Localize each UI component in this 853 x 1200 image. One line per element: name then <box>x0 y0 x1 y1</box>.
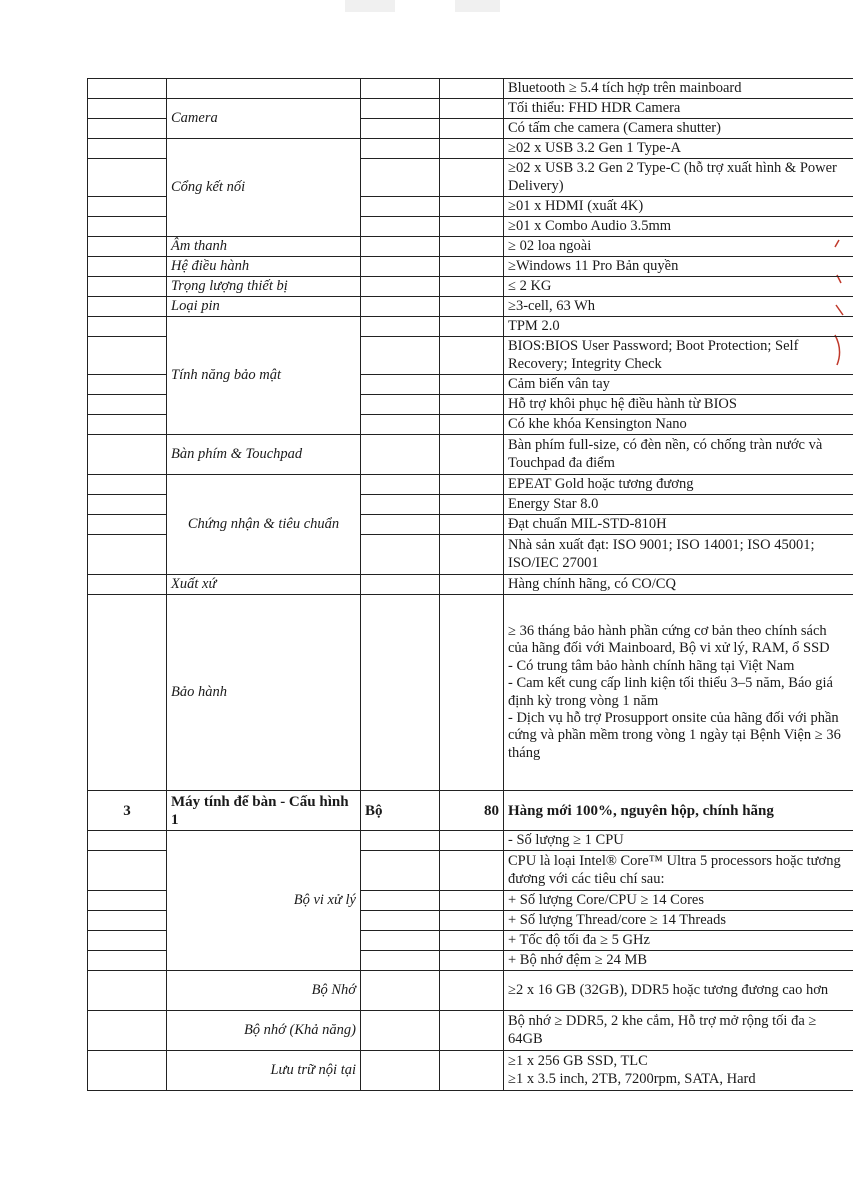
spec-value-cell: Bluetooth ≥ 5.4 tích hợp trên mainboard <box>504 79 853 99</box>
qty-cell <box>440 79 504 99</box>
qty-cell <box>440 1011 504 1051</box>
table-row <box>88 257 853 277</box>
item-name: Máy tính để bàn - Cấu hình 1 <box>167 791 361 831</box>
stt-cell <box>88 1011 167 1051</box>
unit-cell <box>361 535 440 575</box>
spec-value-cell: + Số lượng Thread/core ≥ 14 Threads <box>504 911 853 931</box>
table-row <box>88 237 853 257</box>
spec-value-cell: ≥02 x USB 3.2 Gen 2 Type-C (hỗ trợ xuất hình & Power Delivery) <box>504 159 853 197</box>
stt-cell <box>88 375 167 395</box>
table-row <box>88 79 853 99</box>
qty-cell <box>440 277 504 297</box>
stt-cell <box>88 119 167 139</box>
stt-cell <box>88 535 167 575</box>
spec-value-cell: Hỗ trợ khôi phục hệ điều hành từ BIOS <box>504 395 853 415</box>
spec-value-cell: Nhà sản xuất đạt: ISO 9001; ISO 14001; ISO 45001; ISO/IEC 27001 <box>504 535 853 575</box>
stt-cell <box>88 891 167 911</box>
stt-cell <box>88 99 167 119</box>
qty-cell <box>440 951 504 971</box>
spec-value-cell: Tối thiểu: FHD HDR Camera <box>504 99 853 119</box>
qty-cell <box>440 851 504 891</box>
qty-cell <box>440 891 504 911</box>
qty-cell <box>440 415 504 435</box>
unit-cell <box>361 911 440 931</box>
table-row <box>88 575 853 595</box>
spec-name-cell: Xuất xứ <box>167 575 361 595</box>
spec-value-cell: Hàng chính hãng, có CO/CQ <box>504 575 853 595</box>
spec-name-cell: Tính năng bảo mật <box>167 317 361 435</box>
qty-cell <box>440 575 504 595</box>
unit-cell <box>361 931 440 951</box>
unit-cell <box>361 99 440 119</box>
table-row <box>88 1011 853 1051</box>
spec-value-cell: Cảm biến vân tay <box>504 375 853 395</box>
item-number: 3 <box>88 791 167 831</box>
unit-cell <box>361 515 440 535</box>
spec-value-cell: ≥01 x Combo Audio 3.5mm <box>504 217 853 237</box>
scan-noise <box>345 0 395 12</box>
unit-cell <box>361 415 440 435</box>
spec-value-cell: + Bộ nhớ đệm ≥ 24 MB <box>504 951 853 971</box>
table-row <box>88 831 853 851</box>
qty-cell <box>440 831 504 851</box>
stt-cell <box>88 911 167 931</box>
spec-name-cell: Âm thanh <box>167 237 361 257</box>
unit-cell <box>361 475 440 495</box>
spec-value-cell: Energy Star 8.0 <box>504 495 853 515</box>
stt-cell <box>88 971 167 1011</box>
unit-cell <box>361 575 440 595</box>
stt-cell <box>88 415 167 435</box>
spec-value-cell: ≥Windows 11 Pro Bản quyền <box>504 257 853 277</box>
qty-cell <box>440 217 504 237</box>
qty-cell <box>440 595 504 791</box>
stt-cell <box>88 851 167 891</box>
stt-cell <box>88 277 167 297</box>
spec-name-cell: Hệ điều hành <box>167 257 361 277</box>
spec-name-cell: Camera <box>167 99 361 139</box>
stt-cell <box>88 951 167 971</box>
spec-value-cell: + Số lượng Core/CPU ≥ 14 Cores <box>504 891 853 911</box>
spec-value-cell: BIOS:BIOS User Password; Boot Protection; Self Recovery; Integrity Check <box>504 337 853 375</box>
unit-cell <box>361 891 440 911</box>
spec-value-cell: ≥3-cell, 63 Wh <box>504 297 853 317</box>
qty-cell <box>440 535 504 575</box>
unit-cell <box>361 495 440 515</box>
spec-name-cell <box>167 79 361 99</box>
qty-cell <box>440 139 504 159</box>
spec-value-cell: Đạt chuẩn MIL-STD-810H <box>504 515 853 535</box>
spec-value-cell: EPEAT Gold hoặc tương đương <box>504 475 853 495</box>
stt-cell <box>88 495 167 515</box>
unit-cell <box>361 435 440 475</box>
table-row <box>88 595 853 791</box>
spec-value-cell: ≥2 x 16 GB (32GB), DDR5 hoặc tương đương cao hơn <box>504 971 853 1011</box>
spec-name-cell: Loại pin <box>167 297 361 317</box>
spec-value-cell: - Số lượng ≥ 1 CPU <box>504 831 853 851</box>
scan-noise <box>455 0 500 12</box>
unit-cell <box>361 237 440 257</box>
spec-name-cell: Chứng nhận & tiêu chuẩn <box>167 475 361 575</box>
qty-cell <box>440 337 504 375</box>
stt-cell <box>88 159 167 197</box>
spec-name-cell: Bộ Nhớ <box>167 971 361 1011</box>
spec-value-cell: ≥ 36 tháng bảo hành phần cứng cơ bản theo chính sách của hãng đối với Mainboard, Bộ vi xử lý, RAM, ổ SSD - Có trung tâm bảo hành chính hãng tại Việt Nam - Cam kết cung cấp linh kiện tối thiểu 3–5 năm, Báo giá định kỳ trong vòng 1 năm - Dịch vụ hỗ trợ Prosupport onsite của hãng đối với phần cứng và phần mềm trong vòng 1 ngày tại Bệnh Viện ≥ 36 tháng <box>504 595 853 791</box>
spec-name-cell: Bộ nhớ (Khả năng) <box>167 1011 361 1051</box>
spec-value-cell: + Tốc độ tối đa ≥ 5 GHz <box>504 931 853 951</box>
stt-cell <box>88 79 167 99</box>
qty-cell <box>440 197 504 217</box>
spec-value-cell: ≥ 02 loa ngoài <box>504 237 853 257</box>
qty-cell <box>440 119 504 139</box>
qty-cell <box>440 297 504 317</box>
unit-cell <box>361 595 440 791</box>
table-row <box>88 139 853 159</box>
spec-value-cell: Có khe khóa Kensington Nano <box>504 415 853 435</box>
qty-cell <box>440 1051 504 1091</box>
stt-cell <box>88 831 167 851</box>
qty-cell <box>440 931 504 951</box>
spec-name-cell: Bảo hành <box>167 595 361 791</box>
stt-cell <box>88 475 167 495</box>
spec-value-cell: CPU là loại Intel® Core™ Ultra 5 processors hoặc tương đương với các tiêu chí sau: <box>504 851 853 891</box>
stt-cell <box>88 931 167 951</box>
spec-value-cell: ≥01 x HDMI (xuất 4K) <box>504 197 853 217</box>
stt-cell <box>88 395 167 415</box>
unit-cell <box>361 277 440 297</box>
unit-cell <box>361 951 440 971</box>
spec-name-cell: Trọng lượng thiết bị <box>167 277 361 297</box>
qty-cell <box>440 971 504 1011</box>
table-row <box>88 475 853 495</box>
unit-cell <box>361 831 440 851</box>
table-row <box>88 1051 853 1091</box>
stt-cell <box>88 257 167 277</box>
qty-cell <box>440 911 504 931</box>
unit-cell <box>361 297 440 317</box>
unit-cell <box>361 317 440 337</box>
unit-cell <box>361 159 440 197</box>
spec-value-cell: ≤ 2 KG <box>504 277 853 297</box>
qty-cell <box>440 515 504 535</box>
unit-cell <box>361 197 440 217</box>
unit-cell <box>361 139 440 159</box>
table-row <box>88 297 853 317</box>
spec-name-cell: Bàn phím & Touchpad <box>167 435 361 475</box>
stt-cell <box>88 435 167 475</box>
stt-cell <box>88 595 167 791</box>
stt-cell <box>88 217 167 237</box>
unit-cell <box>361 217 440 237</box>
spec-value-cell: Bộ nhớ ≥ DDR5, 2 khe cắm, Hỗ trợ mở rộng tối đa ≥ 64GB <box>504 1011 853 1051</box>
qty-cell <box>440 435 504 475</box>
unit-cell <box>361 971 440 1011</box>
item-spec: Hàng mới 100%, nguyên hộp, chính hãng <box>504 791 853 831</box>
qty-cell <box>440 317 504 337</box>
stt-cell <box>88 515 167 535</box>
qty-cell <box>440 395 504 415</box>
spec-table <box>87 78 853 1091</box>
table-row <box>88 317 853 337</box>
stt-cell <box>88 197 167 217</box>
stt-cell <box>88 139 167 159</box>
stt-cell <box>88 337 167 375</box>
stt-cell <box>88 1051 167 1091</box>
unit-cell <box>361 1011 440 1051</box>
spec-name-cell: Cổng kết nối <box>167 139 361 237</box>
unit-cell <box>361 851 440 891</box>
unit-cell <box>361 119 440 139</box>
spec-value-cell: TPM 2.0 <box>504 317 853 337</box>
spec-value-cell: ≥1 x 256 GB SSD, TLC ≥1 x 3.5 inch, 2TB, 7200rpm, SATA, Hard <box>504 1051 853 1091</box>
stt-cell <box>88 317 167 337</box>
stt-cell <box>88 575 167 595</box>
qty-cell <box>440 237 504 257</box>
item-unit: Bộ <box>361 791 440 831</box>
qty-cell <box>440 375 504 395</box>
unit-cell <box>361 79 440 99</box>
qty-cell <box>440 257 504 277</box>
qty-cell <box>440 495 504 515</box>
item-header-row <box>88 791 853 831</box>
unit-cell <box>361 1051 440 1091</box>
spec-name-cell: Bộ vi xử lý <box>167 831 361 971</box>
table-row <box>88 435 853 475</box>
stt-cell <box>88 297 167 317</box>
unit-cell <box>361 257 440 277</box>
spec-name-cell: Lưu trữ nội tại <box>167 1051 361 1091</box>
qty-cell <box>440 475 504 495</box>
table-row <box>88 971 853 1011</box>
item-quantity: 80 <box>440 791 504 831</box>
stt-cell <box>88 237 167 257</box>
unit-cell <box>361 395 440 415</box>
table-row <box>88 277 853 297</box>
spec-value-cell: Có tấm che camera (Camera shutter) <box>504 119 853 139</box>
qty-cell <box>440 99 504 119</box>
unit-cell <box>361 375 440 395</box>
table-row <box>88 99 853 119</box>
spec-value-cell: Bàn phím full-size, có đèn nền, có chống tràn nước và Touchpad đa điểm <box>504 435 853 475</box>
spec-value-cell: ≥02 x USB 3.2 Gen 1 Type-A <box>504 139 853 159</box>
unit-cell <box>361 337 440 375</box>
qty-cell <box>440 159 504 197</box>
